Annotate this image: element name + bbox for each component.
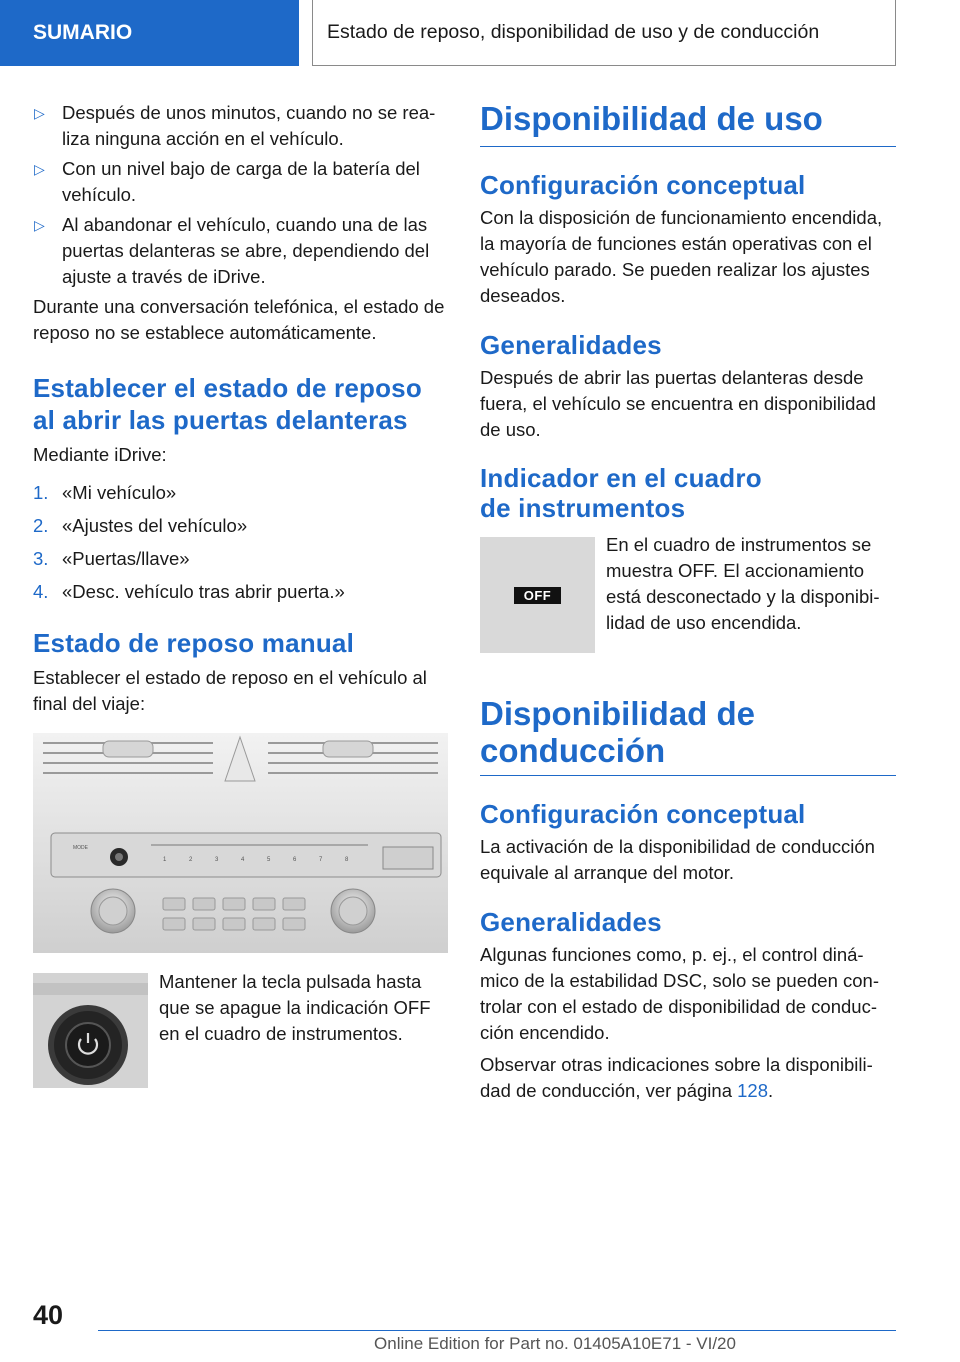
footer-edition: Online Edition for Part no. 01405A10E71 - VI/20 — [374, 1334, 736, 1353]
preset-button-label: 4 — [241, 857, 245, 863]
off-indicator-text: En el cuadro de instrumentos se muestra OFF. El accionamiento está desconectado y la disponibilidad de uso encendida. — [606, 534, 880, 633]
list-item: 1. «Mi vehículo» — [33, 482, 177, 503]
triangle-bullet-icon: ▷ — [34, 217, 45, 233]
phone-call-note: Durante una conversación telefónica, el estado de reposo no se establece automáticamente. — [33, 296, 445, 343]
list-item: 2. «Ajustes del vehículo» — [33, 515, 248, 536]
preset-button-label: 3 — [215, 857, 219, 863]
off-indicator-badge: OFF — [514, 587, 562, 604]
off-indicator-image — [480, 537, 595, 653]
idrive-intro: Mediante iDrive: — [33, 444, 167, 465]
mode-label: MODE — [73, 845, 88, 851]
header-section-label: SUMARIO — [33, 21, 133, 44]
concept-use-text: Con la disposición de funcionamiento encendida, la mayoría de funciones están operativas con el vehículo parado. Se pueden realizar los ajustes deseados. — [480, 207, 883, 306]
heading-ready-to-drive: Disponibilidad de conducción — [480, 695, 896, 776]
general-use-text: Después de abrir las puertas delanteras desde fuera, el vehículo se encuentra en disponibilidad de uso. — [480, 367, 876, 440]
heading-general-drive: Generalidades — [480, 907, 662, 937]
heading-concept-drive: Configuración conceptual — [480, 799, 806, 829]
list-item: 3. «Puertas/llave» — [33, 548, 190, 569]
page-number: 40 — [33, 1300, 64, 1330]
off-indicator-figure — [480, 534, 896, 653]
steps-list — [33, 480, 448, 605]
heading-concept-use: Configuración conceptual — [480, 170, 806, 200]
header-chapter-title — [312, 0, 896, 66]
heading-general-use: Generalidades — [480, 330, 662, 360]
power-button-image — [33, 973, 148, 1088]
chapter-title-text: Estado de reposo, disponibilidad de uso y de conducción — [327, 21, 820, 43]
header-section-tab[interactable] — [0, 0, 299, 66]
dashboard-panel-illustration — [33, 733, 448, 953]
manual-standby-text: Establecer el estado de reposo en el vehículo al final del viaje: — [33, 667, 427, 714]
triangle-bullet-icon: ▷ — [34, 161, 45, 177]
power-knob-illustration — [33, 973, 148, 1088]
heading-ready-for-use: Disponibilidad de uso — [480, 100, 896, 147]
left-column — [33, 100, 448, 1091]
page-reference-link[interactable]: 128 — [737, 1080, 769, 1101]
heading-doors-standby: Establecer el estado de reposo al abrir las puertas delanteras — [33, 373, 422, 435]
heading-manual-standby: Estado de reposo manual — [33, 628, 355, 658]
list-item: 4. «Desc. vehículo tras abrir puerta.» — [33, 581, 345, 602]
general-drive-text: Algunas funciones como, p. ej., el control dinámico de la estabilidad DSC, solo se pueden controlar con el estado de disponibilidad de conducción encendido. — [480, 944, 880, 1043]
bullet-item: ▷ Con un nivel bajo de carga de la batería del vehículo. — [34, 158, 420, 205]
power-button-figure — [33, 973, 448, 1091]
dashboard-panel-image — [33, 733, 448, 953]
preset-button-label: 7 — [319, 857, 323, 863]
bullet-item: ▷ Después de unos minutos, cuando no se realiza ninguna acción en el vehículo. — [34, 102, 436, 149]
concept-drive-text: La activación de la disponibilidad de conducción equivale al arranque del motor. — [480, 836, 875, 883]
footer-divider — [98, 1330, 896, 1331]
heading-instrument-indicator: Indicador en el cuadro de instrumentos — [480, 463, 762, 523]
preset-button-label: 2 — [189, 857, 193, 863]
triangle-bullet-icon: ▷ — [34, 105, 45, 121]
preset-button-label: 1 — [163, 857, 167, 863]
power-button-caption: Mantener la tecla pulsada hasta que se apague la indicación OFF en el cuadro de instrumentos. — [159, 971, 431, 1044]
right-column — [480, 100, 896, 1104]
preset-button-label: 8 — [345, 857, 349, 863]
bullet-item: ▷ Al abandonar el vehículo, cuando una de las puertas delanteras se abre, dependiendo del ajuste a través de iDrive. — [34, 214, 430, 287]
preset-button-label: 6 — [293, 857, 297, 863]
more-info-text: Observar otras indicaciones sobre la disponibilidad de conducción, ver página 128. — [480, 1054, 873, 1101]
preset-button-label: 5 — [267, 857, 271, 863]
